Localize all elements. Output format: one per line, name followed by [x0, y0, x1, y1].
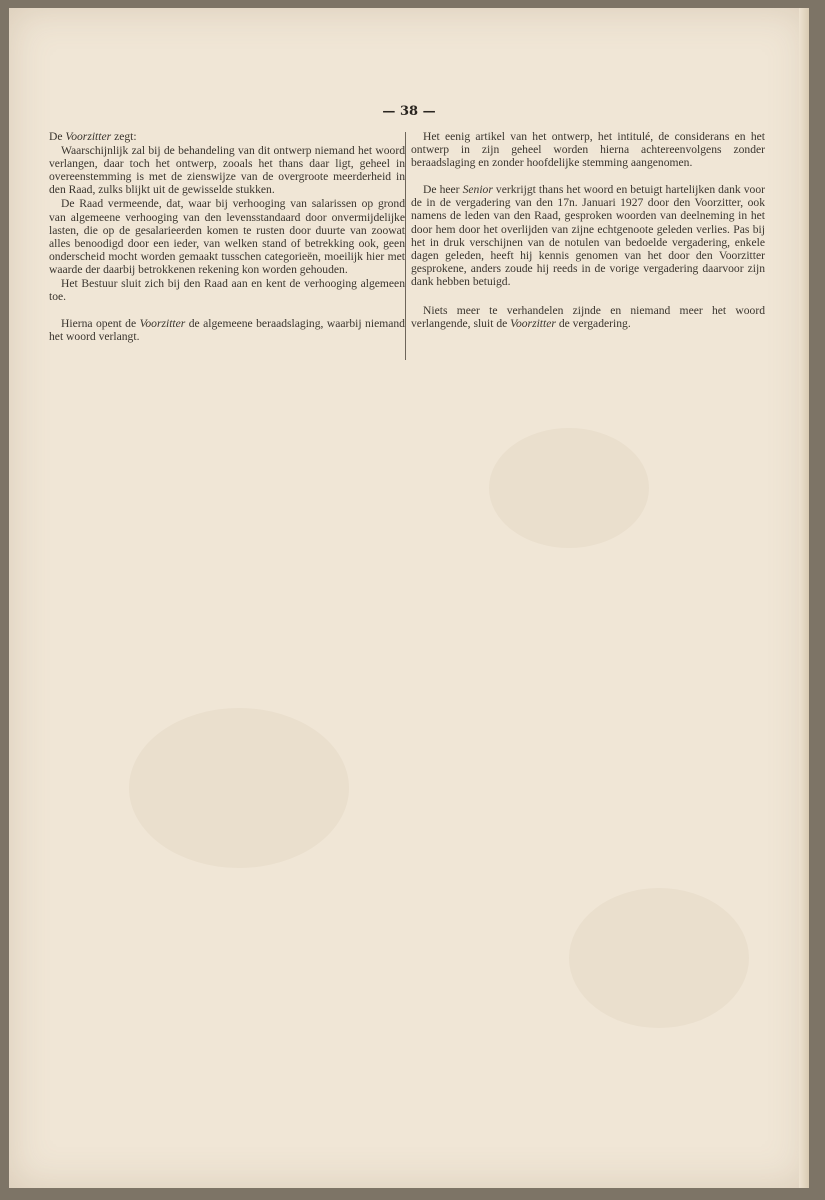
column-divider — [405, 132, 406, 360]
paragraph-text: Niets meer te verhandelen zijnde en niemand meer het woord verlangende, sluit de — [411, 304, 765, 331]
right-column — [411, 130, 765, 330]
paragraph-text: verkrijgt thans het woord en betuigt hartelijken dank voor de in de vergadering van den 17n. Januari 1927 door den Voorzitter, ook namens de leden van den Raad, gesproken woorden van deelneming in het door hem door het overlijden van zijne echtgenoote geleden verlies. Pas bij het in druk verschijnen van de notulen van bedoelde vergadering, enkele dagen geleden, heeft hij kennis genomen van het door den Voorzitter gesprokene, anders zoude hij reeds in de vorige vergadering daarvoor zijn dank hebben betuigd. — [411, 183, 765, 288]
speaker-role: Voorzitter — [139, 317, 186, 331]
intro-text: De — [49, 130, 66, 143]
left-column — [49, 130, 405, 343]
page-number: — 38 — — [382, 104, 436, 119]
paragraph — [49, 317, 405, 343]
paragraph-text: Hierna opent de — [61, 317, 140, 331]
paragraph-text: de vergadering. — [555, 317, 631, 331]
speaker-role: Voorzitter — [65, 130, 112, 143]
paper-stain — [569, 888, 749, 1028]
paragraph: De Raad vermeende, dat, waar bij verhooging van salarissen op grond van algemeene verhooging van den levensstandaard door onvermijdelijke lasten, die op de gesalarieerden komen te rusten door duurte van zoowat alles benoodigd door een ieder, van welken stand of betrekking ook, geen onderscheid mocht worden gemaakt tusschen categorieën, moeilijk hier met waarde der daarbij betrokkenen rekening kon worden gehouden. — [49, 197, 405, 276]
paper-stain — [489, 428, 649, 548]
paragraph: Waarschijnlijk zal bij de behandeling van dit ontwerp niemand het woord verlangen, daar toch het ontwerp, zooals het thans daar ligt, geheel in overeenstemming is met de zienswijze van de overgroote meerderheid in den Raad, zulks blijkt uit de gewisselde stukken. — [49, 144, 405, 197]
document-page — [9, 8, 809, 1188]
paper-stain — [129, 708, 349, 868]
intro-text: zegt: — [111, 130, 137, 143]
speaker-role: Voorzitter — [510, 317, 556, 331]
paragraph — [411, 304, 765, 330]
speaker-name: Senior — [462, 183, 493, 197]
page-edge — [799, 8, 809, 1188]
paragraph — [49, 130, 405, 143]
paragraph-text: De heer — [423, 183, 463, 197]
paragraph: Het Bestuur sluit zich bij den Raad aan en kent de verhooging algemeen toe. — [49, 277, 405, 304]
paragraph — [411, 183, 765, 288]
paragraph: Het eenig artikel van het ontwerp, het intitulé, de considerans en het ontwerp in zijn geheel worden hierna achtereenvolgens zonder beraadslaging en zonder hoofdelijke stemming aangenomen. — [411, 130, 765, 170]
paragraph-text: de algemeene beraadslaging, waarbij niemand het woord verlangt. — [49, 317, 405, 344]
